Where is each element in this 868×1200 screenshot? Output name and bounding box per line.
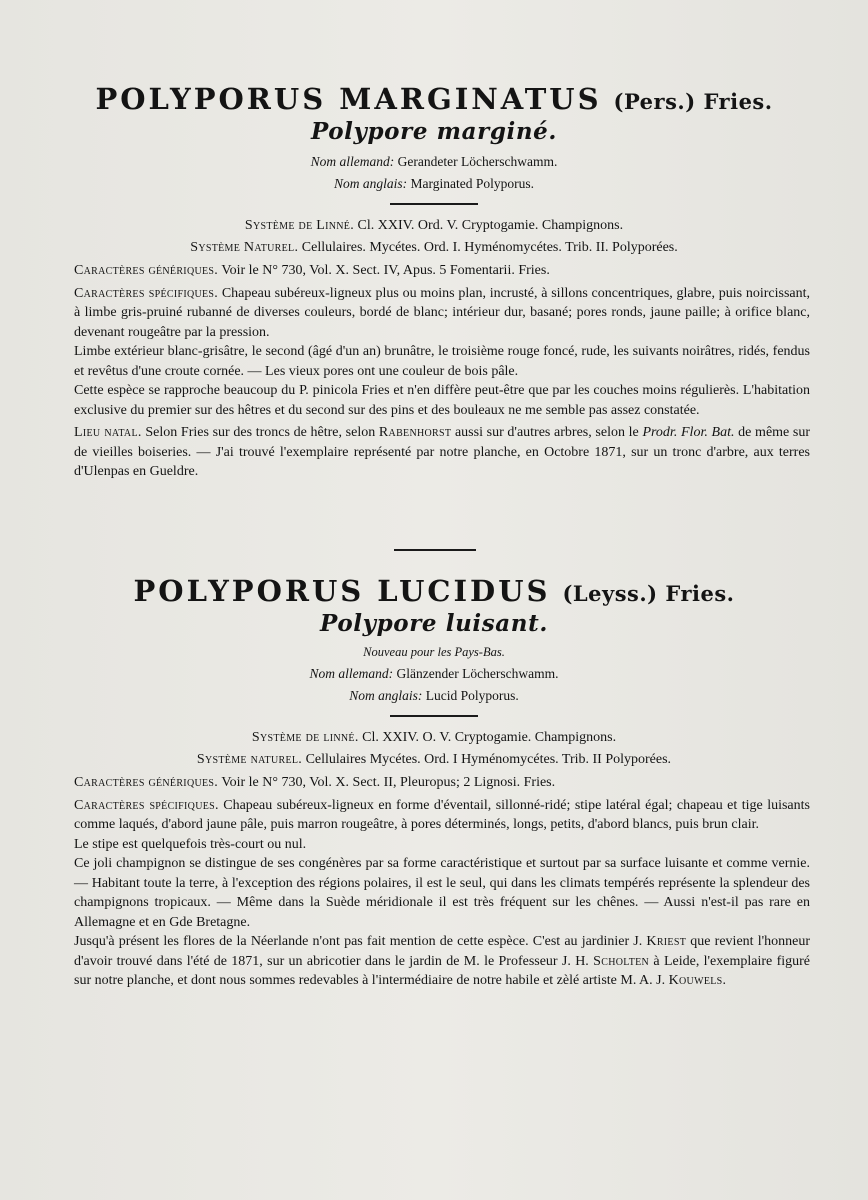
heading-rule: [390, 203, 478, 205]
natural-system-line: [0, 749, 868, 771]
natural-system-label: Système Naturel.: [190, 240, 299, 255]
specific-characters-label: Caractères spécifiques.: [74, 797, 219, 813]
specific-characters: [0, 284, 868, 343]
flores-name-kriest: Kriest: [646, 934, 687, 949]
species-title: [0, 82, 868, 116]
english-name: Lucid Polyporus.: [425, 688, 519, 703]
native-place-author: Rabenhorst: [378, 425, 452, 440]
generic-characters: [0, 261, 868, 281]
french-name: Polypore marginé.: [310, 118, 558, 145]
heading-rule: [390, 715, 478, 717]
specific-characters-label: Caractères spécifiques.: [74, 285, 219, 301]
linne-system-line: [0, 215, 868, 237]
native-place-text-3: de même sur de vieilles boiseries. — J'ai trouvé l'exemplaire représenté par notre planche, en Octobre 1871, sur un tronc d'arbre, aux terres d'Ulenpas en Gueldre.: [74, 425, 811, 479]
german-name-line: [0, 663, 868, 685]
generic-characters-label: Caractères génériques.: [74, 263, 219, 278]
german-name-label: Nom allemand:: [309, 666, 394, 681]
flores-text-1: Jusqu'à présent les flores de la Néerlande n'ont pas fait mention de cette espèce. C'est au jardinier J.: [74, 934, 643, 949]
specific-characters-text: Chapeau subéreux-ligneux plus ou moins plan, incrusté, à sillons concentriques, glabre, puis noircissant, à limbe gris-pruiné rubanné de diverses couleurs, bordé de blanc; intérieur dur, basané; pores ronds, jaune paille; à orifice blanc, devenant rougeâtre par la pression.: [74, 285, 811, 340]
linne-system-label: Système de Linné.: [244, 218, 355, 233]
species-genus: POLYPORUS LUCIDUS: [133, 574, 551, 608]
generic-characters-text: Voir le N° 730, Vol. X. Sect. II, Pleuropus; 2 Lignosi. Fries.: [221, 775, 556, 790]
generic-characters: [0, 773, 868, 793]
french-name: Polypore luisant.: [320, 610, 548, 637]
flores-text-2: que revient l'honneur d'avoir trouvé dans l'été de 1871, sur un abricotier dans le jardin de M. le Professeur J. H.: [74, 934, 811, 969]
english-name-label: Nom anglais:: [333, 176, 408, 191]
flores-end: .: [722, 973, 726, 988]
paragraph-joli: Ce joli champignon se distingue de ses congénères par sa forme caractéristique et surtout par sa surface luisante et comme vernie. — Habitant toute la terre, à l'exception des régions polaires, il est le seul, qui dans les climats tempérés représente la splendeur des champignons tropicaux. — Même dans la Suède méridionale il est très fréquent sur les chênes. — Aussi n'est-il pas rare en Allemagne et en Gde Bretagne.: [74, 856, 810, 930]
english-name-line: [0, 685, 868, 707]
species-section-lucidus: [0, 574, 868, 991]
natural-system-line: [0, 237, 868, 259]
english-name-line: [0, 173, 868, 195]
linne-system: Cl. XXIV. O. V. Cryptogamie. Champignons.: [362, 730, 617, 745]
paragraph-espece: Cette espèce se rapproche beaucoup du P. pinicola Fries et n'en diffère peut-être que par les couches moins régulierès. L'habitation exclusive du premier sur des hêtres et du second sur des pins et des bouleaux ne me semble pas assez constatée.: [74, 383, 810, 418]
species-author: (Pers.) Fries.: [613, 89, 773, 114]
native-place-reference: Prodr. Flor. Bat.: [642, 425, 735, 440]
natural-system-label: Système naturel.: [196, 752, 303, 767]
generic-characters-text: Voir le N° 730, Vol. X. Sect. IV, Apus. 5 Fomentarii. Fries.: [221, 263, 550, 278]
species-title: [0, 574, 868, 608]
native-place-text-1: Selon Fries sur des troncs de hêtre, selon: [145, 425, 376, 440]
specific-characters-text: Chapeau subéreux-ligneux en forme d'éventail, sillonné-ridé; stipe latéral égal; chapeau et tige luisants comme laqués, d'abord jaune pâle, puis marron rougeâtre, à pores déterminés, longs, petits, d'abord blancs, puis brun clair.: [74, 797, 810, 832]
english-name-label: Nom anglais:: [349, 688, 423, 703]
flores-name-scholten: Scholten: [593, 953, 650, 969]
section-separator: [394, 549, 476, 551]
paragraph-stipe: Le stipe est quelquefois très-court ou nul.: [74, 836, 307, 852]
native-place: [0, 423, 868, 482]
species-section-marginatus: [0, 82, 868, 482]
flores-name-kouwels: Kouwels: [668, 973, 723, 988]
species-genus: POLYPORUS MARGINATUS: [95, 82, 602, 116]
flores-text-3: à Leide, l'exemplaire figuré sur notre planche, et dont nous sommes redevables à l'intermédiaire de notre habile et zèlé artiste M. A. J.: [74, 953, 810, 988]
german-name: Gerandeter Löcherschwamm.: [397, 154, 558, 169]
specific-characters: [0, 796, 868, 835]
english-name: Marginated Polyporus.: [410, 176, 534, 191]
natural-system: Cellulaires Mycétes. Ord. I Hyménomycétes. Trib. II Polyporées.: [305, 752, 672, 767]
german-name: Glänzender Löcherschwamm.: [396, 666, 559, 681]
paragraph-limbe: Limbe extérieur blanc-grisâtre, le second (âgé d'un an) brunâtre, le troisième rouge foncé, rude, les suivants noirâtres, ridés, fendus et revêtus d'une croute cornée. — Les vieux pores ont une couleur de bois pâle.: [74, 344, 810, 379]
linne-system: Cl. XXIV. Ord. V. Cryptogamie. Champignons.: [357, 218, 624, 233]
species-author: (Leyss.) Fries.: [562, 581, 735, 606]
german-name-label: Nom allemand:: [310, 154, 395, 169]
new-for-netherlands-note: Nouveau pour les Pays-Bas.: [363, 645, 505, 659]
natural-system: Cellulaires. Mycétes. Ord. I. Hyménomycétes. Trib. II. Polyporées.: [301, 240, 678, 255]
paragraph-flores: [0, 932, 868, 991]
linne-system-line: [0, 727, 868, 749]
native-place-label: Lieu natal.: [74, 425, 142, 440]
native-place-text-2: aussi sur d'autres arbres, selon le: [454, 425, 639, 440]
generic-characters-label: Caractères génériques.: [74, 775, 219, 790]
linne-system-label: Système de linné.: [251, 730, 359, 745]
german-name-line: [0, 151, 868, 173]
